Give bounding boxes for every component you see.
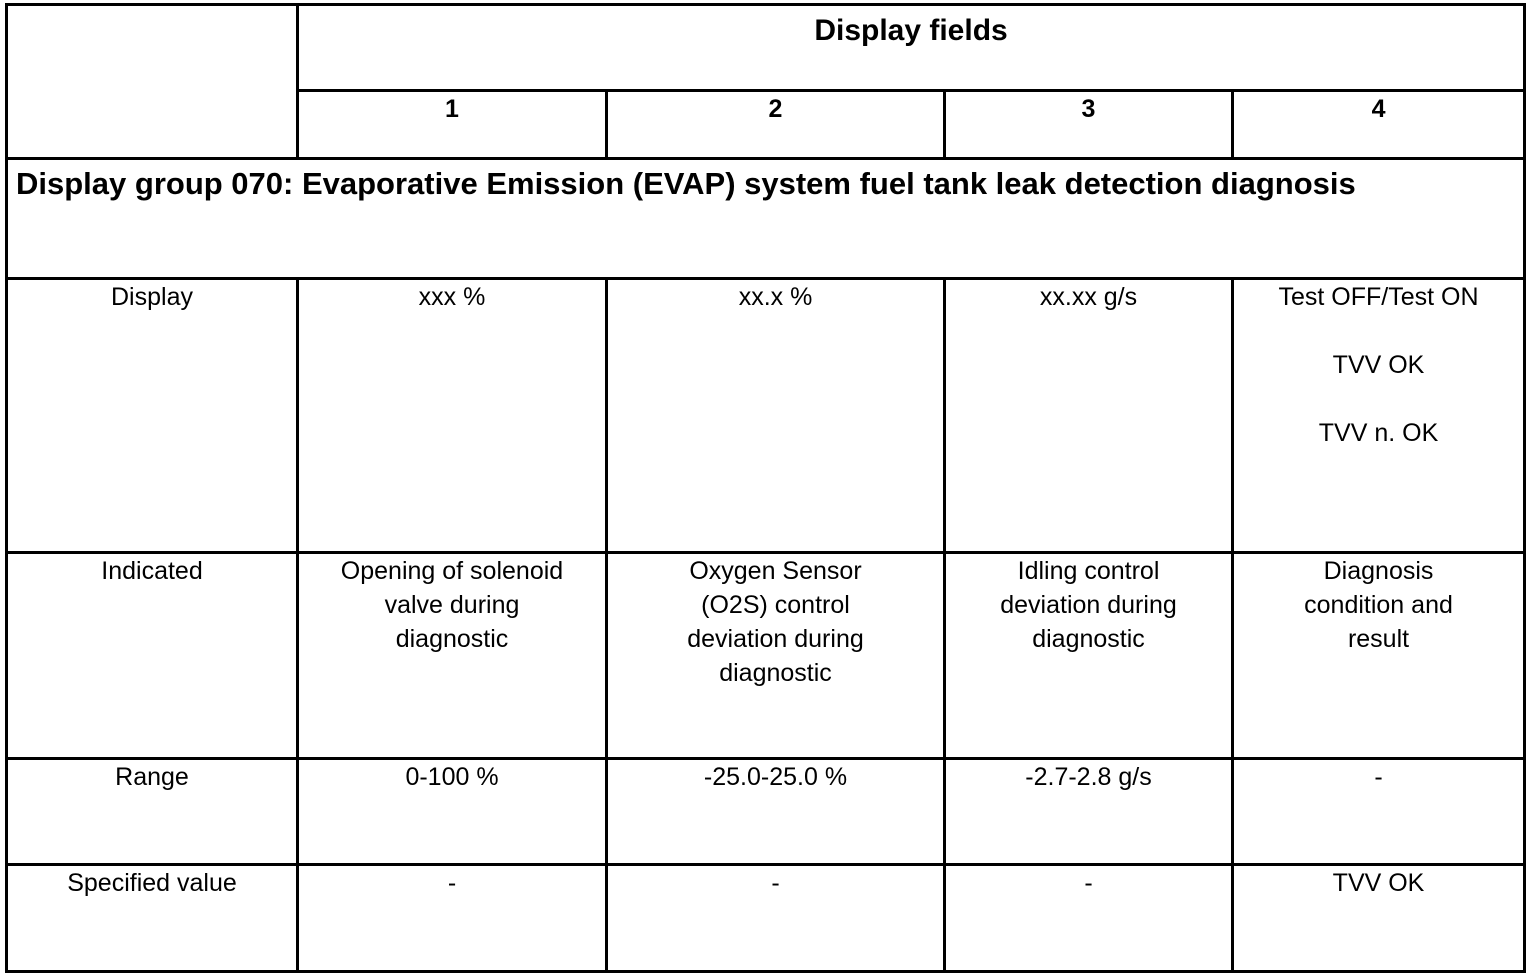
header-row-fields: [7, 5, 1525, 91]
indicated-label: Indicated: [7, 553, 298, 759]
specified-value-field-3: -: [945, 865, 1233, 972]
indicated-field-3-text: Idling control deviation during diagnostic: [1000, 557, 1177, 653]
display-field-4-line-2: TVV OK: [1332, 351, 1425, 379]
field-number-3: 3: [945, 91, 1233, 159]
range-field-4: -: [1233, 759, 1525, 865]
indicated-field-4-text: Diagnosis condition and result: [1304, 557, 1453, 653]
display-field-4: [1233, 279, 1525, 553]
range-field-2: -25.0-25.0 %: [607, 759, 945, 865]
display-field-3: xx.xx g/s: [945, 279, 1233, 553]
display-row: [7, 279, 1525, 553]
indicated-field-1: [298, 553, 607, 759]
indicated-field-2: [607, 553, 945, 759]
display-group-table: [5, 3, 1526, 973]
display-field-4-line-3: TVV n. OK: [1318, 419, 1439, 447]
indicated-field-4: [1233, 553, 1525, 759]
group-title-row: [7, 159, 1525, 279]
specified-value-label: Specified value: [7, 865, 298, 972]
specified-value-field-1: -: [298, 865, 607, 972]
indicated-row: [7, 553, 1525, 759]
display-field-2: xx.x %: [607, 279, 945, 553]
field-number-4: 4: [1233, 91, 1525, 159]
indicated-field-1-text: Opening of solenoid valve during diagnostic: [340, 557, 564, 653]
field-number-1: 1: [298, 91, 607, 159]
display-field-4-line-1: Test OFF/Test ON: [1278, 283, 1479, 311]
indicated-field-3: [945, 553, 1233, 759]
specified-value-field-4: TVV OK: [1233, 865, 1525, 972]
display-group-title: Display group 070: Evaporative Emission (EVAP) system fuel tank leak detection diagnosis: [7, 159, 1525, 279]
range-label: Range: [7, 759, 298, 865]
specified-value-row: [7, 865, 1525, 972]
field-number-2: 2: [607, 91, 945, 159]
display-fields-title: Display fields: [298, 5, 1525, 91]
specified-value-field-2: -: [607, 865, 945, 972]
range-field-3: -2.7-2.8 g/s: [945, 759, 1233, 865]
range-row: [7, 759, 1525, 865]
display-label: Display: [7, 279, 298, 553]
range-field-1: 0-100 %: [298, 759, 607, 865]
corner-cell: [7, 5, 298, 159]
display-field-1: xxx %: [298, 279, 607, 553]
indicated-field-2-text: Oxygen Sensor (O2S) control deviation during diagnostic: [687, 557, 864, 687]
